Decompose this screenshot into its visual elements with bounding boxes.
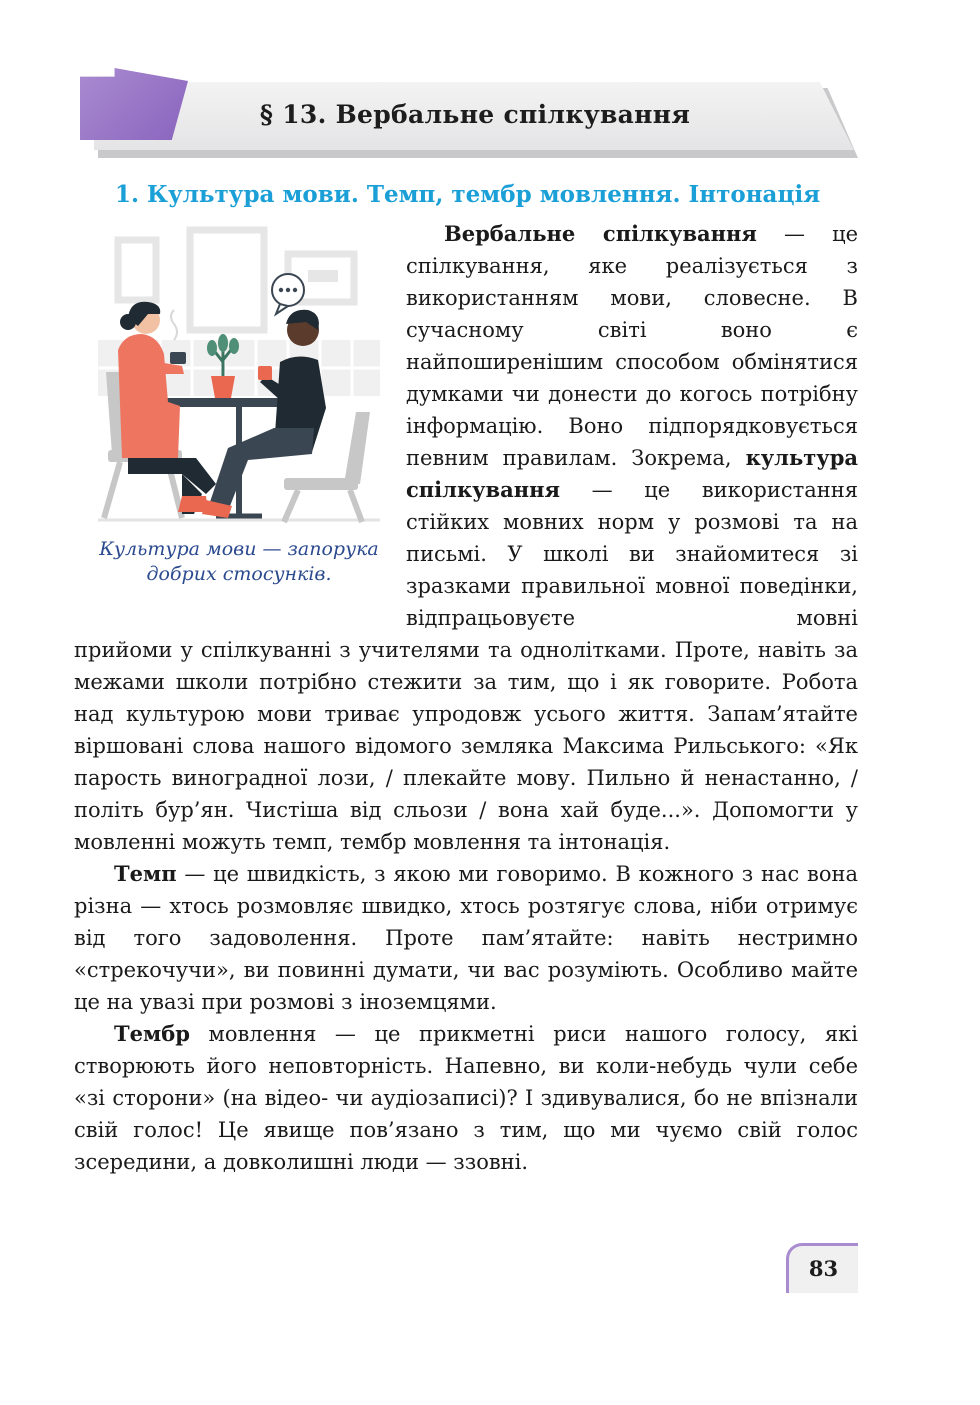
intro-text-part2: — це використання стійких мовних норм у розмові та на письмі. У школі ви знайомитеся зі зразками правильної мовної поведінки, відпрацьовуєте мовні [406, 478, 858, 630]
page-number: 83 [786, 1243, 858, 1293]
tempo-text: — це швидкість, з якою ми говоримо. В кожного з нас вона різна — хтось розмовляє швидко, хтось розтягує слова, ніби отримує від того задоволення. Проте пам’ятайте: навіть нестримно «стрекочучи», ви повинні думати, чи вас розуміють. Особливо майте це на увазі при розмові з іноземцями. [74, 862, 858, 1014]
timbre-text: мовлення — це прикметні риси нашого голосу, які створюють його неповторність. Напевно, ви коли-небудь чули себе «зі сторони» (на відео- чи аудіозаписі)? І здивувалися, бо не впізнали свій голос! Це явище пов’язано з тим, що ми чуємо свій голос зсередини, а довколишні люди — ззовні. [74, 1022, 858, 1174]
section-heading: 1. Культура мови. Темп, тембр мовлення. Інтонація [115, 181, 821, 208]
term-communication-culture: культура спілкування [406, 445, 858, 502]
intro-text-part1: — це спілкування, яке реалізується з використанням мови, словесне. В сучасному світі воно є найпоширенішим способом обмінятися думками чи донести до когось потрібну інформацію. Воно підпорядковується певним правилам. Зокрема, [406, 222, 858, 470]
chapter-banner [80, 68, 870, 163]
term-tempo: Темп [114, 861, 177, 886]
timbre-paragraph [74, 1018, 858, 1178]
term-verbal-communication: Вербальне спілкування [444, 221, 757, 246]
tempo-paragraph [74, 858, 858, 1018]
main-text [74, 634, 858, 1178]
figure-caption: Культура мови — запорука добрих стосунків. [99, 538, 379, 585]
chapter-title: § 13. Вербальне спілкування [259, 100, 691, 129]
intro-paragraph [406, 218, 858, 634]
term-timbre: Тембр [114, 1021, 190, 1046]
intro-continuation: прийоми у спілкуванні з учителями та однолітками. Проте, навіть за межами школи потрібно стежити за тим, що і як говорите. Робота над культурою мови триває упродовж усього життя. Запам’ятайте віршовані слова нашого відомого земляка Максима Рильського: «Як парость виноградної лози, / плекайте мову. Пильно й ненастанно, / політь бур’ян. Чистіша від сльози / вона хай буде...». Допомогти у мовленні можуть темп, тембр мовлення та інтонація. [74, 638, 858, 854]
people-talking-at-table-illustration [98, 222, 380, 527]
